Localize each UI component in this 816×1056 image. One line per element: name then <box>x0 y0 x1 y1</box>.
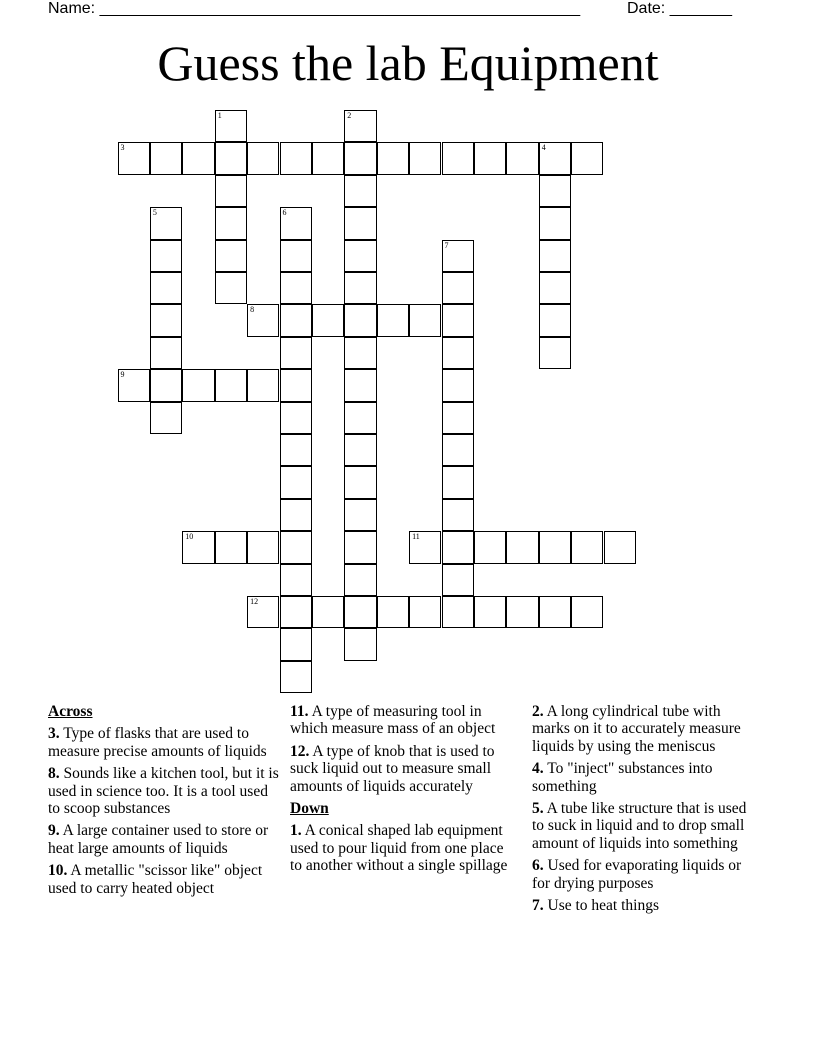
crossword-cell[interactable] <box>442 142 474 174</box>
crossword-cell[interactable] <box>247 304 279 336</box>
crossword-cell[interactable] <box>280 564 312 596</box>
crossword-cell[interactable] <box>215 369 247 401</box>
crossword-cell[interactable] <box>442 564 474 596</box>
page-title: Guess the lab Equipment <box>157 35 659 91</box>
crossword-cell[interactable] <box>280 402 312 434</box>
crossword-cell[interactable] <box>344 434 376 466</box>
crossword-cell[interactable] <box>506 531 538 563</box>
crossword-cell[interactable] <box>280 434 312 466</box>
crossword-cell[interactable] <box>442 240 474 272</box>
clue-across-11: 11. A type of measuring tool in which measure mass of an object <box>290 703 496 738</box>
cell-number: 2 <box>347 111 352 120</box>
crossword-cell[interactable] <box>118 142 150 174</box>
crossword-cell[interactable] <box>344 207 376 239</box>
date-field[interactable]: Date: _______ <box>627 0 732 17</box>
crossword-cell[interactable] <box>442 304 474 336</box>
crossword-cell[interactable] <box>604 531 636 563</box>
crossword-cell[interactable] <box>312 142 344 174</box>
crossword-cell[interactable] <box>344 402 376 434</box>
crossword-cell[interactable] <box>150 337 182 369</box>
crossword-cell[interactable] <box>280 207 312 239</box>
crossword-cell[interactable] <box>344 628 376 660</box>
crossword-cell[interactable] <box>474 142 506 174</box>
crossword-cell[interactable] <box>344 564 376 596</box>
crossword-cell[interactable] <box>150 240 182 272</box>
crossword-cell[interactable] <box>215 240 247 272</box>
crossword-cell[interactable] <box>344 272 376 304</box>
crossword-cell[interactable] <box>442 272 474 304</box>
clue-down-7: 7. Use to heat things <box>532 897 659 915</box>
crossword-cell[interactable] <box>506 596 538 628</box>
crossword-cell[interactable] <box>409 304 441 336</box>
clue-down-2: 2. A long cylindrical tube with marks on it to accurately measure liquids by using the meniscus <box>532 703 741 755</box>
crossword-cell[interactable] <box>150 207 182 239</box>
cell-number: 4 <box>541 143 546 153</box>
crossword-cell[interactable] <box>215 175 247 207</box>
crossword-cell[interactable] <box>442 531 474 563</box>
crossword-cell[interactable] <box>150 142 182 174</box>
crossword-cell[interactable] <box>182 369 214 401</box>
crossword-cell[interactable] <box>344 142 376 174</box>
crossword-cell[interactable] <box>247 531 279 563</box>
crossword-cell[interactable] <box>377 596 409 628</box>
across-heading: Across <box>48 703 93 720</box>
crossword-cell[interactable] <box>312 596 344 628</box>
crossword-cell[interactable] <box>280 499 312 531</box>
crossword-cell[interactable] <box>247 369 279 401</box>
cell-number: 6 <box>282 208 287 218</box>
crossword-cell[interactable] <box>377 304 409 336</box>
name-field[interactable]: Name: ______________________________________________________ <box>48 0 581 17</box>
clue-across-3: 3. Type of flasks that are used to measure precise amounts of liquids <box>48 725 267 760</box>
crossword-cell[interactable] <box>150 402 182 434</box>
crossword-cell[interactable] <box>409 596 441 628</box>
crossword-cell[interactable] <box>247 596 279 628</box>
crossword-cell[interactable] <box>280 596 312 628</box>
cell-number: 12 <box>250 597 259 606</box>
clue-across-8: 8. Sounds like a kitchen tool, but it is used in science too. It is a tool used to scoop substances <box>48 765 279 818</box>
clue-across-12: 12. A type of knob that is used to suck liquid out to measure small amounts of liquids accurately <box>290 742 495 795</box>
crossword-cell[interactable] <box>280 369 312 401</box>
crossword-cell[interactable] <box>344 499 376 531</box>
crossword-cell[interactable] <box>539 207 571 239</box>
crossword-cell[interactable] <box>571 596 603 628</box>
cell-number: 1 <box>217 111 222 120</box>
down-heading: Down <box>290 800 329 818</box>
crossword-cell[interactable] <box>312 304 344 336</box>
crossword-cell[interactable] <box>474 531 506 563</box>
crossword-cell[interactable] <box>280 466 312 498</box>
crossword-cell[interactable] <box>150 369 182 401</box>
crossword-cell[interactable] <box>571 531 603 563</box>
crossword-cell[interactable] <box>280 142 312 174</box>
crossword-cell[interactable] <box>150 304 182 336</box>
crossword-cell[interactable] <box>344 596 376 628</box>
cell-number: 11 <box>412 532 420 542</box>
crossword-cell[interactable] <box>344 466 376 498</box>
cell-number: 3 <box>120 143 125 153</box>
crossword-cell[interactable] <box>280 304 312 336</box>
crossword-cell[interactable] <box>344 240 376 272</box>
crossword-cell[interactable] <box>442 434 474 466</box>
crossword-cell[interactable] <box>344 304 376 336</box>
crossword-cell[interactable] <box>539 175 571 207</box>
crossword-cell[interactable] <box>150 272 182 304</box>
clue-across-9: 9. A large container used to store or heat large amounts of liquids <box>48 822 269 857</box>
crossword-cell[interactable] <box>182 142 214 174</box>
crossword-cell[interactable] <box>215 531 247 563</box>
cell-number: 9 <box>120 370 125 380</box>
crossword-cell[interactable] <box>442 499 474 531</box>
crossword-cell[interactable] <box>442 369 474 401</box>
crossword-cell[interactable] <box>215 142 247 174</box>
crossword-cell[interactable] <box>442 596 474 628</box>
crossword-cell[interactable] <box>344 369 376 401</box>
crossword-cell[interactable] <box>442 402 474 434</box>
cell-number: 5 <box>152 208 157 218</box>
clue-down-4: 4. To "inject" substances into something <box>532 760 713 795</box>
crossword-cell[interactable] <box>442 466 474 498</box>
crossword-cell[interactable] <box>280 531 312 563</box>
crossword-cell[interactable] <box>280 661 312 693</box>
clue-column-1 <box>48 703 280 902</box>
cell-number: 10 <box>185 532 194 542</box>
crossword-cell[interactable] <box>344 337 376 369</box>
crossword-cell[interactable] <box>344 531 376 563</box>
crossword-cell[interactable] <box>215 272 247 304</box>
crossword-cell[interactable] <box>215 110 247 142</box>
clue-across-10: 10. A metallic "scissor like" object used to carry heated object <box>48 862 263 897</box>
crossword-cell[interactable] <box>539 142 571 174</box>
crossword-cell[interactable] <box>280 240 312 272</box>
clue-down-5: 5. A tube like structure that is used to suck in liquid and to drop small amount of liquids into something <box>532 800 747 852</box>
crossword-cell[interactable] <box>539 337 571 369</box>
crossword-cell[interactable] <box>344 110 376 142</box>
cell-number: 7 <box>444 240 449 250</box>
crossword-cell[interactable] <box>571 142 603 174</box>
clue-column-2 <box>290 703 516 880</box>
crossword-cell[interactable] <box>506 142 538 174</box>
clue-down-6: 6. Used for evaporating liquids or for drying purposes <box>532 857 742 892</box>
crossword-cell[interactable] <box>539 531 571 563</box>
crossword-cell[interactable] <box>344 175 376 207</box>
crossword-cell[interactable] <box>409 531 441 563</box>
crossword-cell[interactable] <box>474 596 506 628</box>
crossword-cell[interactable] <box>539 596 571 628</box>
crossword-cell[interactable] <box>215 207 247 239</box>
crossword-cell[interactable] <box>409 142 441 174</box>
crossword-cell[interactable] <box>442 337 474 369</box>
clue-down-1: 1. A conical shaped lab equipment used to pour liquid from one place to another without a single spillage <box>290 822 508 875</box>
crossword-cell[interactable] <box>539 272 571 304</box>
crossword-cell[interactable] <box>280 272 312 304</box>
crossword-cell[interactable] <box>539 240 571 272</box>
crossword-cell[interactable] <box>118 369 150 401</box>
crossword-cell[interactable] <box>182 531 214 563</box>
crossword-cell[interactable] <box>280 337 312 369</box>
crossword-cell[interactable] <box>377 142 409 174</box>
crossword-cell[interactable] <box>247 142 279 174</box>
clue-column-3 <box>532 703 760 919</box>
crossword-cell[interactable] <box>539 304 571 336</box>
cell-number: 8 <box>250 305 255 315</box>
crossword-cell[interactable] <box>280 628 312 660</box>
